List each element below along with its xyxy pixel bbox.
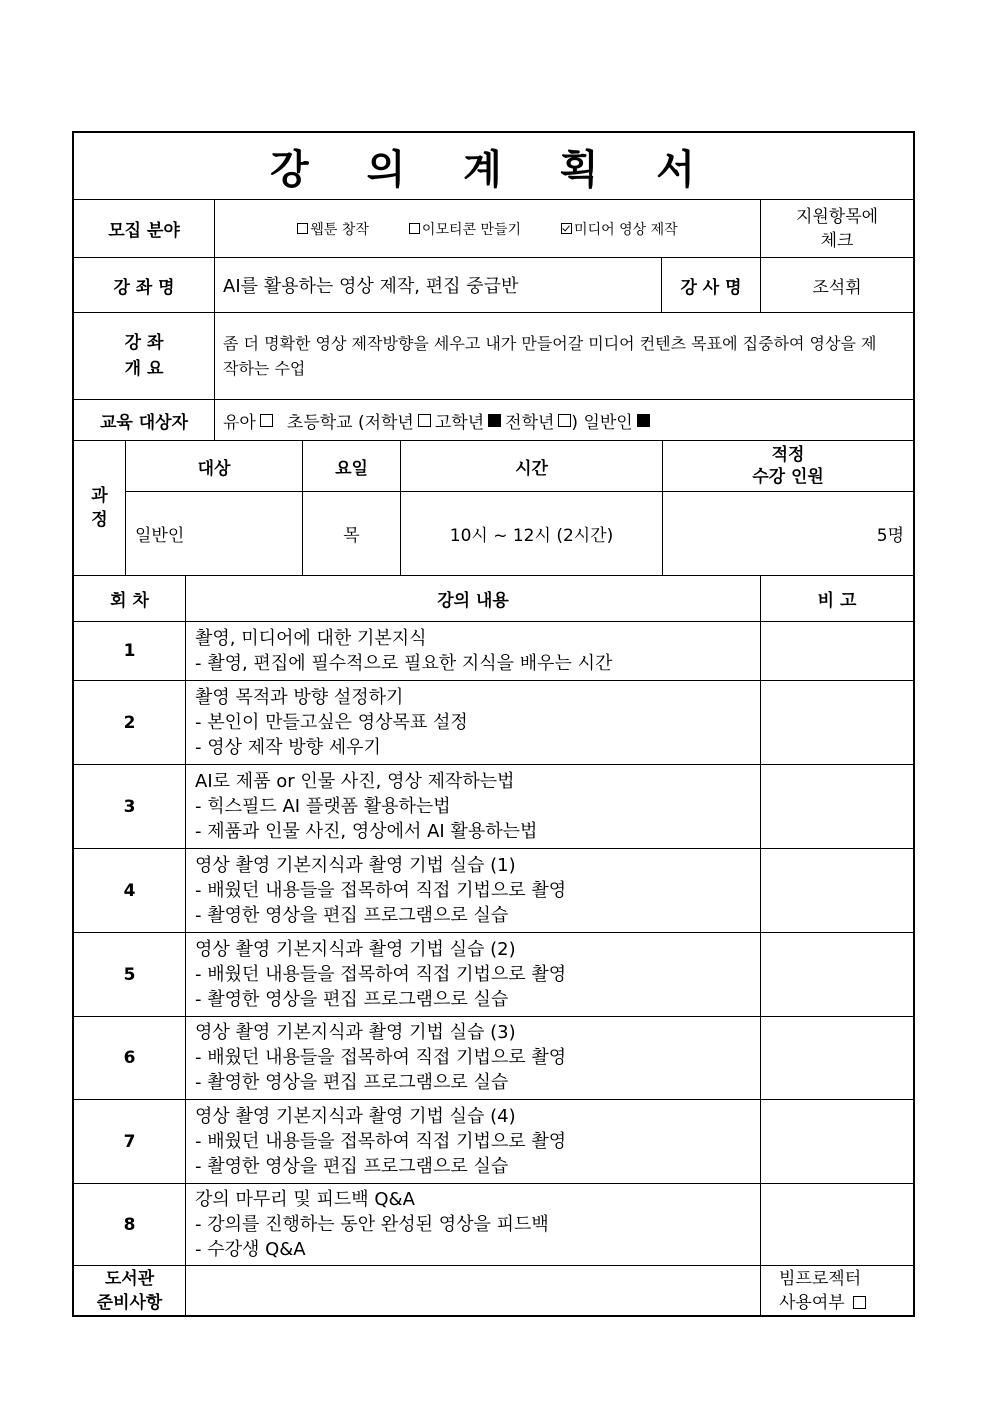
target-elementary: 초등학교 (저학년 <box>286 412 414 433</box>
session-detail: - 배웠던 내용들을 접목하여 직접 기법으로 촬영 <box>195 1130 567 1152</box>
projector-usage <box>761 1266 913 1316</box>
sessions-header-content: 강의 내용 <box>437 591 509 611</box>
library-label-line2: 준비사항 <box>96 1293 163 1313</box>
session-title: AI로 제품 or 인물 사진, 영상 제작하는법 <box>195 770 515 792</box>
option-media-video[interactable] <box>561 219 678 239</box>
process-day-value: 목 <box>343 526 360 546</box>
session-detail: - 배웠던 내용들을 접목하여 직접 기법으로 촬영 <box>195 879 567 901</box>
checkbox-lower-grade[interactable] <box>418 414 431 427</box>
session-lines <box>195 686 468 760</box>
session-remarks <box>761 681 913 764</box>
recruit-note <box>761 200 913 257</box>
session-lines <box>195 1021 566 1095</box>
session-title: 영상 촬영 기본지식과 촬영 기법 실습 (1) <box>195 854 516 876</box>
process-header-target: 대상 <box>197 458 231 479</box>
session-detail: - 촬영한 영상을 편집 프로그램으로 실습 <box>195 1155 509 1177</box>
session-number: 8 <box>123 1214 136 1235</box>
checkbox-all-grades[interactable] <box>558 414 571 427</box>
session-lines <box>195 770 537 844</box>
target-upper: 고학년 <box>434 412 485 433</box>
session-detail: - 배웠던 내용들을 접목하여 직접 기법으로 촬영 <box>195 963 567 985</box>
overview-label <box>74 313 214 399</box>
checkbox-infant[interactable] <box>260 414 273 427</box>
session-detail: - 힉스필드 AI 플랫폼 활용하는법 <box>195 795 451 817</box>
session-detail: - 강의를 진행하는 동안 완성된 영상을 피드백 <box>195 1213 549 1235</box>
process-header-day: 요일 <box>335 458 368 479</box>
session-title: 촬영 목적과 방향 설정하기 <box>195 686 404 708</box>
session-detail: - 촬영한 영상을 편집 프로그램으로 실습 <box>195 988 509 1010</box>
target-general: ) 일반인 <box>571 412 633 433</box>
session-remarks <box>761 1017 913 1099</box>
session-title: 영상 촬영 기본지식과 촬영 기법 실습 (2) <box>195 938 516 960</box>
page-title: 강 의 계 획 서 <box>270 146 717 193</box>
title-cell <box>74 133 913 199</box>
session-lines <box>195 1105 566 1179</box>
process-time-value: 10시 ~ 12시 (2시간) <box>449 526 614 546</box>
process-label-line2: 정 <box>91 510 108 530</box>
session-content <box>186 1100 760 1183</box>
session-lines <box>195 627 612 676</box>
target-all-grades: 전학년 <box>505 412 555 433</box>
overview-text <box>215 313 913 399</box>
process-header-time: 시간 <box>515 458 548 479</box>
session-content <box>186 849 760 932</box>
checkbox-media-video[interactable] <box>561 223 572 234</box>
session-title: 강의 마무리 및 피드백 Q&A <box>195 1188 415 1210</box>
session-number: 5 <box>123 964 136 985</box>
capacity-header-line1: 적정 <box>771 445 805 465</box>
session-number: 6 <box>123 1048 136 1068</box>
session-remarks <box>761 933 913 1016</box>
library-content <box>186 1266 760 1316</box>
capacity-header-line2: 수강 인원 <box>752 467 824 487</box>
sessions-header-no: 회 차 <box>110 591 149 611</box>
session-detail: - 촬영한 영상을 편집 프로그램으로 실습 <box>195 1072 509 1093</box>
session-detail: - 제품과 인물 사진, 영상에서 AI 활용하는법 <box>195 820 538 842</box>
session-remarks <box>761 622 913 680</box>
session-title: 영상 촬영 기본지식과 촬영 기법 실습 (3) <box>195 1022 516 1043</box>
checkbox-emoticon[interactable] <box>409 223 420 234</box>
session-detail: - 촬영한 영상을 편집 프로그램으로 실습 <box>195 904 509 926</box>
session-lines <box>195 938 566 1012</box>
library-label <box>74 1266 185 1316</box>
checkbox-projector[interactable] <box>853 1296 866 1309</box>
session-title: 영상 촬영 기본지식과 촬영 기법 실습 (4) <box>195 1105 516 1127</box>
target-label: 교육 대상자 <box>99 412 189 433</box>
target-options <box>215 400 913 440</box>
session-number: 4 <box>123 880 136 901</box>
session-content <box>186 1184 760 1265</box>
process-target-value: 일반인 <box>135 526 185 546</box>
session-lines <box>195 1188 549 1262</box>
projector-line1: 빔프로젝터 <box>779 1269 862 1289</box>
session-number: 7 <box>123 1131 136 1152</box>
course-name-value: AI를 활용하는 영상 제작, 편집 중급반 <box>223 276 519 297</box>
recruit-note-line2: 체크 <box>820 230 854 251</box>
recruit-label: 모집 분야 <box>108 221 180 241</box>
checkbox-general[interactable] <box>637 414 650 427</box>
process-label-line1: 과 <box>91 486 108 506</box>
library-label-line1: 도서관 <box>104 1269 155 1289</box>
option-webtoon-label: 웹툰 창작 <box>310 221 369 238</box>
instructor-label: 강 사 명 <box>680 277 742 298</box>
process-header-capacity <box>663 441 913 491</box>
recruit-note-line1: 지원항목에 <box>795 206 879 227</box>
option-emoticon-label: 이모티콘 만들기 <box>421 221 522 238</box>
session-title: 촬영, 미디어에 대한 기본지식 <box>195 627 427 649</box>
overview-label-line2: 개 요 <box>124 359 164 379</box>
overview-text-line1: 좀 더 명확한 영상 제작방향을 세우고 내가 만들어갈 미디어 컨텐츠 목표에 집중하여 영상을 제 <box>223 334 877 353</box>
process-label <box>74 441 125 575</box>
instructor-value: 조석휘 <box>812 277 862 298</box>
option-media-video-label: 미디어 영상 제작 <box>574 221 678 238</box>
projector-line2: 사용여부 <box>779 1293 845 1313</box>
session-lines <box>195 854 566 928</box>
target-infant: 유아 <box>223 412 256 433</box>
overview-label-line1: 강 좌 <box>124 333 164 353</box>
session-number: 1 <box>123 641 136 661</box>
checkbox-upper-grade[interactable] <box>488 414 501 427</box>
option-webtoon[interactable] <box>297 219 369 239</box>
session-number: 3 <box>123 796 136 817</box>
session-detail: - 배웠던 내용들을 접목하여 직접 기법으로 촬영 <box>195 1047 567 1068</box>
session-remarks <box>761 1100 913 1183</box>
session-content <box>186 765 760 848</box>
session-detail: - 본인이 만들고싶은 영상목표 설정 <box>195 711 468 733</box>
session-content <box>186 1017 760 1099</box>
projector-line2-wrap <box>779 1291 870 1315</box>
overview-text-line2: 작하는 수업 <box>223 359 306 378</box>
session-content <box>186 681 760 764</box>
session-detail: - 영상 제작 방향 세우기 <box>195 736 381 758</box>
session-content <box>186 622 760 680</box>
session-remarks <box>761 1184 913 1265</box>
session-remarks <box>761 765 913 848</box>
checkbox-webtoon[interactable] <box>297 223 308 234</box>
course-name-label: 강 좌 명 <box>113 277 175 298</box>
process-capacity-value: 5명 <box>876 526 904 546</box>
option-emoticon[interactable] <box>409 219 521 239</box>
session-content <box>186 933 760 1016</box>
recruit-options <box>215 200 760 257</box>
session-detail: - 수강생 Q&A <box>195 1238 306 1260</box>
session-number: 2 <box>123 712 136 733</box>
session-detail: - 촬영, 편집에 필수적으로 필요한 지식을 배우는 시간 <box>195 652 613 674</box>
sessions-header-remarks: 비 고 <box>817 591 857 611</box>
session-remarks <box>761 849 913 932</box>
